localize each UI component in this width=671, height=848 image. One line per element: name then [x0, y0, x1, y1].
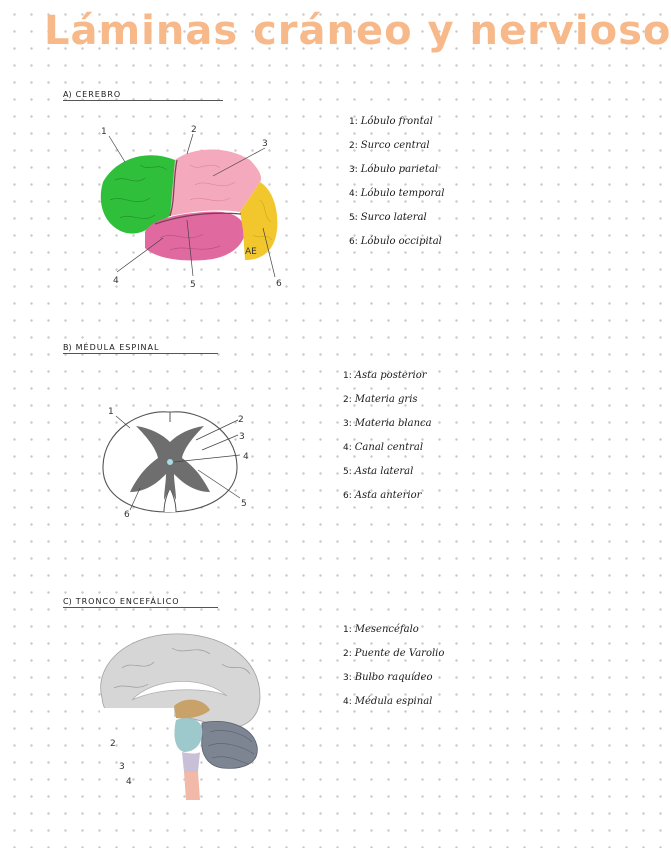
term-item: 5: Asta lateral	[343, 466, 414, 477]
term-item: 2: Puente de Varolio	[343, 648, 445, 659]
central-canal	[167, 459, 173, 465]
section-b-terms	[343, 370, 432, 514]
section-a-terms	[349, 116, 444, 260]
section-a-heading	[63, 90, 223, 101]
term-item: 4: Lóbulo temporal	[349, 188, 445, 199]
brain-label-1: 1	[101, 127, 107, 137]
term-item: 3: Materia blanca	[343, 418, 432, 429]
label-cover	[100, 708, 174, 723]
brain-mark: AE	[245, 247, 257, 257]
cord-label-5: 5	[241, 499, 247, 509]
page-title: Láminas cráneo y nervioso	[44, 8, 671, 54]
section-c-name: TRONCO ENCEFÁLICO	[75, 597, 180, 606]
pons	[174, 718, 202, 752]
stem-label-3: 3	[119, 762, 125, 772]
section-c-terms	[343, 624, 444, 720]
cerebellum	[202, 721, 258, 768]
cord-label-3: 3	[239, 432, 245, 442]
brain-label-4: 4	[113, 276, 119, 286]
term-item: 1: Lóbulo frontal	[349, 116, 433, 127]
term-item: 1: Mesencéfalo	[343, 624, 419, 635]
term-item: 6: Lóbulo occipital	[349, 236, 442, 247]
section-b-name: MÉDULA ESPINAL	[75, 343, 160, 352]
spinal-cord-figure	[100, 400, 270, 525]
cord-label-6: 6	[124, 510, 130, 520]
cord-label-1: 1	[108, 407, 114, 417]
section-c-heading	[63, 597, 218, 608]
term-item: 2: Surco central	[349, 140, 430, 151]
stem-label-4: 4	[126, 777, 132, 787]
section-c-letter: C)	[63, 597, 72, 606]
cord-label-4: 4	[243, 452, 249, 462]
term-item: 3: Lóbulo parietal	[349, 164, 439, 175]
term-item: 5: Surco lateral	[349, 212, 427, 223]
section-b-heading	[63, 343, 218, 354]
term-item: 6: Asta anterior	[343, 490, 422, 501]
brain-label-2: 2	[191, 125, 197, 135]
section-a-letter: A)	[63, 90, 72, 99]
term-item: 2: Materia gris	[343, 394, 418, 405]
stem-label-2: 2	[110, 739, 116, 749]
term-item: 4: Médula espinal	[343, 696, 433, 707]
brain-lobes-figure	[95, 120, 295, 290]
cord-label-2: 2	[238, 415, 244, 425]
term-item: 4: Canal central	[343, 442, 424, 453]
term-item: 3: Bulbo raquídeo	[343, 672, 433, 683]
medulla	[182, 752, 200, 775]
section-a-name: CEREBRO	[75, 90, 122, 99]
brain-label-3: 3	[262, 139, 268, 149]
spinal-cord	[184, 772, 200, 800]
brain-label-5: 5	[190, 280, 196, 290]
section-b-letter: B)	[63, 343, 72, 352]
brain-label-6: 6	[276, 279, 282, 289]
term-item: 1: Asta posterior	[343, 370, 427, 381]
